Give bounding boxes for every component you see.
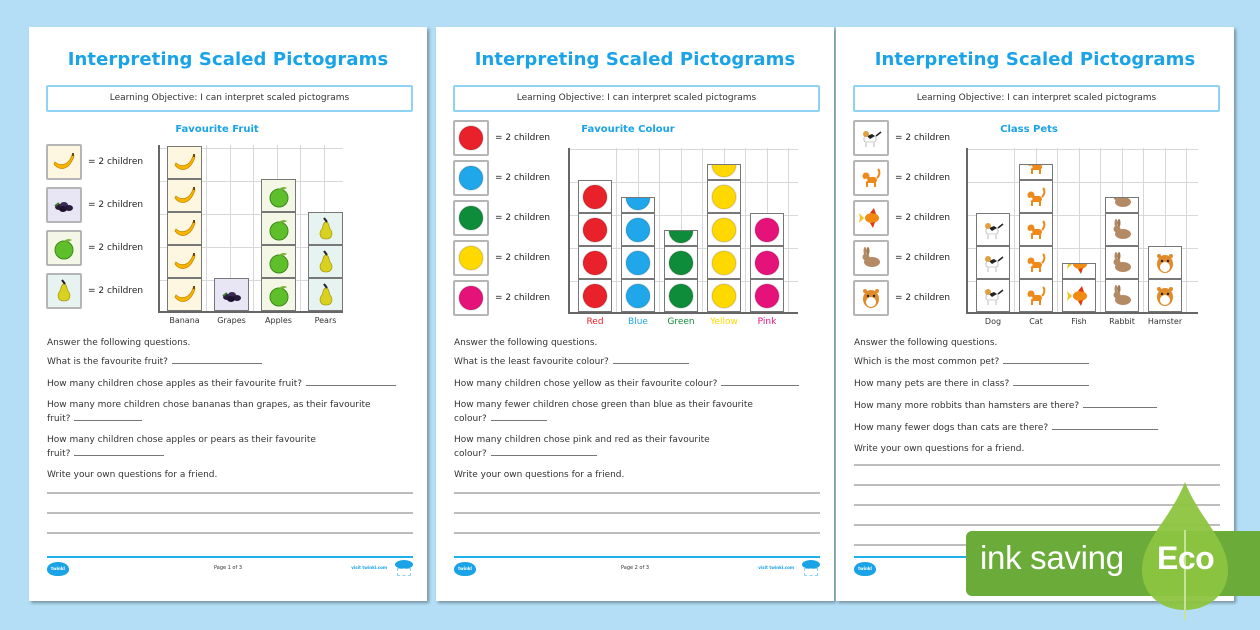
answer-blank[interactable] [1083,399,1157,408]
key-row [853,200,950,236]
twinkl-logo: twinkl [454,562,476,576]
x-axis-label: Dog [984,317,1002,326]
rabbit-half-icon [1105,197,1139,214]
banana-icon [46,144,82,180]
yellow-circle-icon [707,279,741,312]
answer-blank[interactable] [74,447,164,456]
yellow-circle-half-icon [707,164,741,181]
x-axis-label: Green [667,317,695,327]
write-own-prompt: Write your own questions for a friend. [854,444,1025,454]
cat-icon [1019,180,1053,213]
key-row [46,144,143,180]
question: What is the least favourite colour? [454,355,824,369]
pear-icon [308,245,343,278]
pear-icon [46,273,82,309]
twinkl-logo: twinkl [854,562,876,576]
banana-icon [167,179,202,212]
key-label: = 2 children [895,253,951,263]
grapes-icon [46,187,82,223]
key-label: = 2 children [495,253,551,263]
key-label: = 2 children [88,286,144,296]
writing-line[interactable] [454,492,820,494]
x-axis-label: Rabbit [1109,317,1135,326]
writing-line[interactable] [47,512,413,514]
banana-icon [167,245,202,278]
key-label: = 2 children [88,157,144,167]
footer-divider [47,556,413,558]
key-label: = 2 children [495,173,551,183]
page-title: Interpreting Scaled Pictograms [474,49,796,70]
question: How many fewer dogs than cats are there? [854,421,1224,435]
red-circle-icon [578,180,612,213]
rabbit-icon [1105,213,1139,246]
fish-icon [1062,279,1096,312]
key-label: = 2 children [895,173,951,183]
blue-circle-half-icon [621,197,655,214]
green-circle-icon [664,246,698,279]
pink-circle-icon [750,246,784,279]
question: What is the favourite fruit? [47,355,417,369]
writing-line[interactable] [47,492,413,494]
key-row [453,280,550,316]
apple-icon [261,179,296,212]
learning-objective: Learning Objective: I can interpret scaled pictograms [853,85,1220,112]
page-title: Interpreting Scaled Pictograms [67,49,389,70]
key-row [853,120,950,156]
question: How many children chose apples as their favourite fruit? [47,377,417,391]
red-circle-icon [578,246,612,279]
cat-icon [853,160,889,196]
twinkl-badge-icon [395,560,413,576]
worksheet-page-2 [436,27,834,601]
pink-circle-icon [750,279,784,312]
x-axis-label: Pears [314,316,337,325]
cat-icon [1019,213,1053,246]
writing-line[interactable] [454,512,820,514]
writing-line[interactable] [47,532,413,534]
key-label: = 2 children [895,133,951,143]
answer-blank[interactable] [1003,355,1089,364]
learning-objective: Learning Objective: I can interpret scaled pictograms [46,85,413,112]
key-row [453,160,550,196]
twinkl-logo: twinkl [47,562,69,576]
pear-icon [308,278,343,311]
fish-icon [853,200,889,236]
write-own-prompt: Write your own questions for a friend. [47,470,218,480]
question: How many more robbits than hamsters are there? [854,399,1224,413]
page-title: Interpreting Scaled Pictograms [874,49,1196,70]
rabbit-icon [853,240,889,276]
x-axis-label: Fish [1071,317,1087,326]
key-row [46,187,143,223]
apple-icon [261,245,296,278]
rabbit-icon [1105,246,1139,279]
cat-icon [1019,279,1053,312]
chart-title: Class Pets [1000,124,1058,135]
green-circle-half-icon [664,230,698,247]
banana-icon [167,146,202,179]
apple-icon [261,212,296,245]
answer-blank[interactable] [491,447,597,456]
cat-half-icon [1019,164,1053,181]
footer-site-link[interactable]: visit twinkl.com [758,565,794,570]
key-row [853,240,950,276]
pictogram-chart [568,148,798,327]
banana-icon [167,278,202,311]
dog-icon [976,213,1010,246]
yellow-circle-icon [707,213,741,246]
apple-icon [261,278,296,311]
key-label: = 2 children [495,133,551,143]
hamster-icon [1148,246,1182,279]
x-axis-label: Hamster [1147,317,1183,326]
key-row [46,273,143,309]
x-axis-label: Cat [1029,317,1043,326]
ink-saving-text: ink saving [980,539,1124,576]
question: How many more children chose bananas than grapes, as their favourite fruit? [47,400,371,424]
banana-icon [167,212,202,245]
x-axis-label: Red [586,317,604,327]
grapes-icon [214,278,249,311]
key-label: = 2 children [495,293,551,303]
blue-circle-icon [621,279,655,312]
key-label: = 2 children [495,213,551,223]
key-label: = 2 children [895,293,951,303]
question: How many fewer children chose green than blue as their favourite colour? [454,400,753,424]
writing-line[interactable] [454,532,820,534]
eco-label: Eco [1157,540,1215,576]
chart-title: Favourite Colour [581,124,675,135]
page-number: Page 2 of 3 [620,565,650,571]
key-row [453,200,550,236]
questions-intro: Answer the following questions. [47,338,191,348]
x-axis-label: Pink [757,317,777,327]
green-circle-icon [453,200,489,236]
key-label: = 2 children [88,200,144,210]
key-row [853,280,950,316]
blue-circle-icon [453,160,489,196]
twinkl-badge-icon [802,560,820,576]
questions-intro: Answer the following questions. [854,338,998,348]
answer-blank[interactable] [1013,377,1089,386]
page-number: Page 1 of 3 [213,565,243,571]
pink-circle-icon [453,280,489,316]
answer-blank[interactable] [74,412,142,421]
yellow-circle-icon [707,180,741,213]
apple-icon [46,230,82,266]
key-label: = 2 children [895,213,951,223]
answer-blank[interactable] [491,412,547,421]
x-axis-label: Apples [265,316,292,325]
x-axis-label: Grapes [217,316,246,325]
pink-circle-icon [750,213,784,246]
key-row [453,120,550,156]
fish-half-icon [1062,263,1096,280]
question: How many children chose pink and red as their favourite colour? [454,435,710,459]
x-axis-label: Blue [628,317,648,327]
hamster-icon [1148,279,1182,312]
question: How many pets are there in class? [854,377,1224,391]
pictogram-chart [158,145,343,325]
answer-blank[interactable] [1052,421,1158,430]
key-label: = 2 children [88,243,144,253]
x-axis-label: Banana [169,316,200,325]
blue-circle-icon [621,213,655,246]
rabbit-icon [1105,279,1139,312]
key-row [453,240,550,276]
writing-line[interactable] [854,464,1220,466]
write-own-prompt: Write your own questions for a friend. [454,470,625,480]
red-circle-icon [578,279,612,312]
question: How many children chose apples or pears as their favourite fruit? [47,435,316,459]
hamster-icon [853,280,889,316]
footer-divider [454,556,820,558]
yellow-circle-icon [453,240,489,276]
key-row [853,160,950,196]
x-axis-label: Yellow [710,317,738,327]
key-row [46,230,143,266]
pear-icon [308,212,343,245]
blue-circle-icon [621,246,655,279]
learning-objective: Learning Objective: I can interpret scaled pictograms [453,85,820,112]
question: Which is the most common pet? [854,355,1224,369]
chart-title: Favourite Fruit [175,124,259,135]
answer-blank[interactable] [721,377,799,386]
cat-icon [1019,246,1053,279]
red-circle-icon [578,213,612,246]
dog-icon [853,120,889,156]
questions-intro: Answer the following questions. [454,338,598,348]
answer-blank[interactable] [613,355,689,364]
dog-icon [976,246,1010,279]
answer-blank[interactable] [172,355,262,364]
red-circle-icon [453,120,489,156]
question: How many children chose yellow as their favourite colour? [454,377,824,391]
worksheet-page-1 [29,27,427,601]
green-circle-icon [664,279,698,312]
dog-icon [976,279,1010,312]
answer-blank[interactable] [306,377,396,386]
footer-site-link[interactable]: visit twinkl.com [351,565,387,570]
yellow-circle-icon [707,246,741,279]
pictogram-chart [966,148,1198,326]
